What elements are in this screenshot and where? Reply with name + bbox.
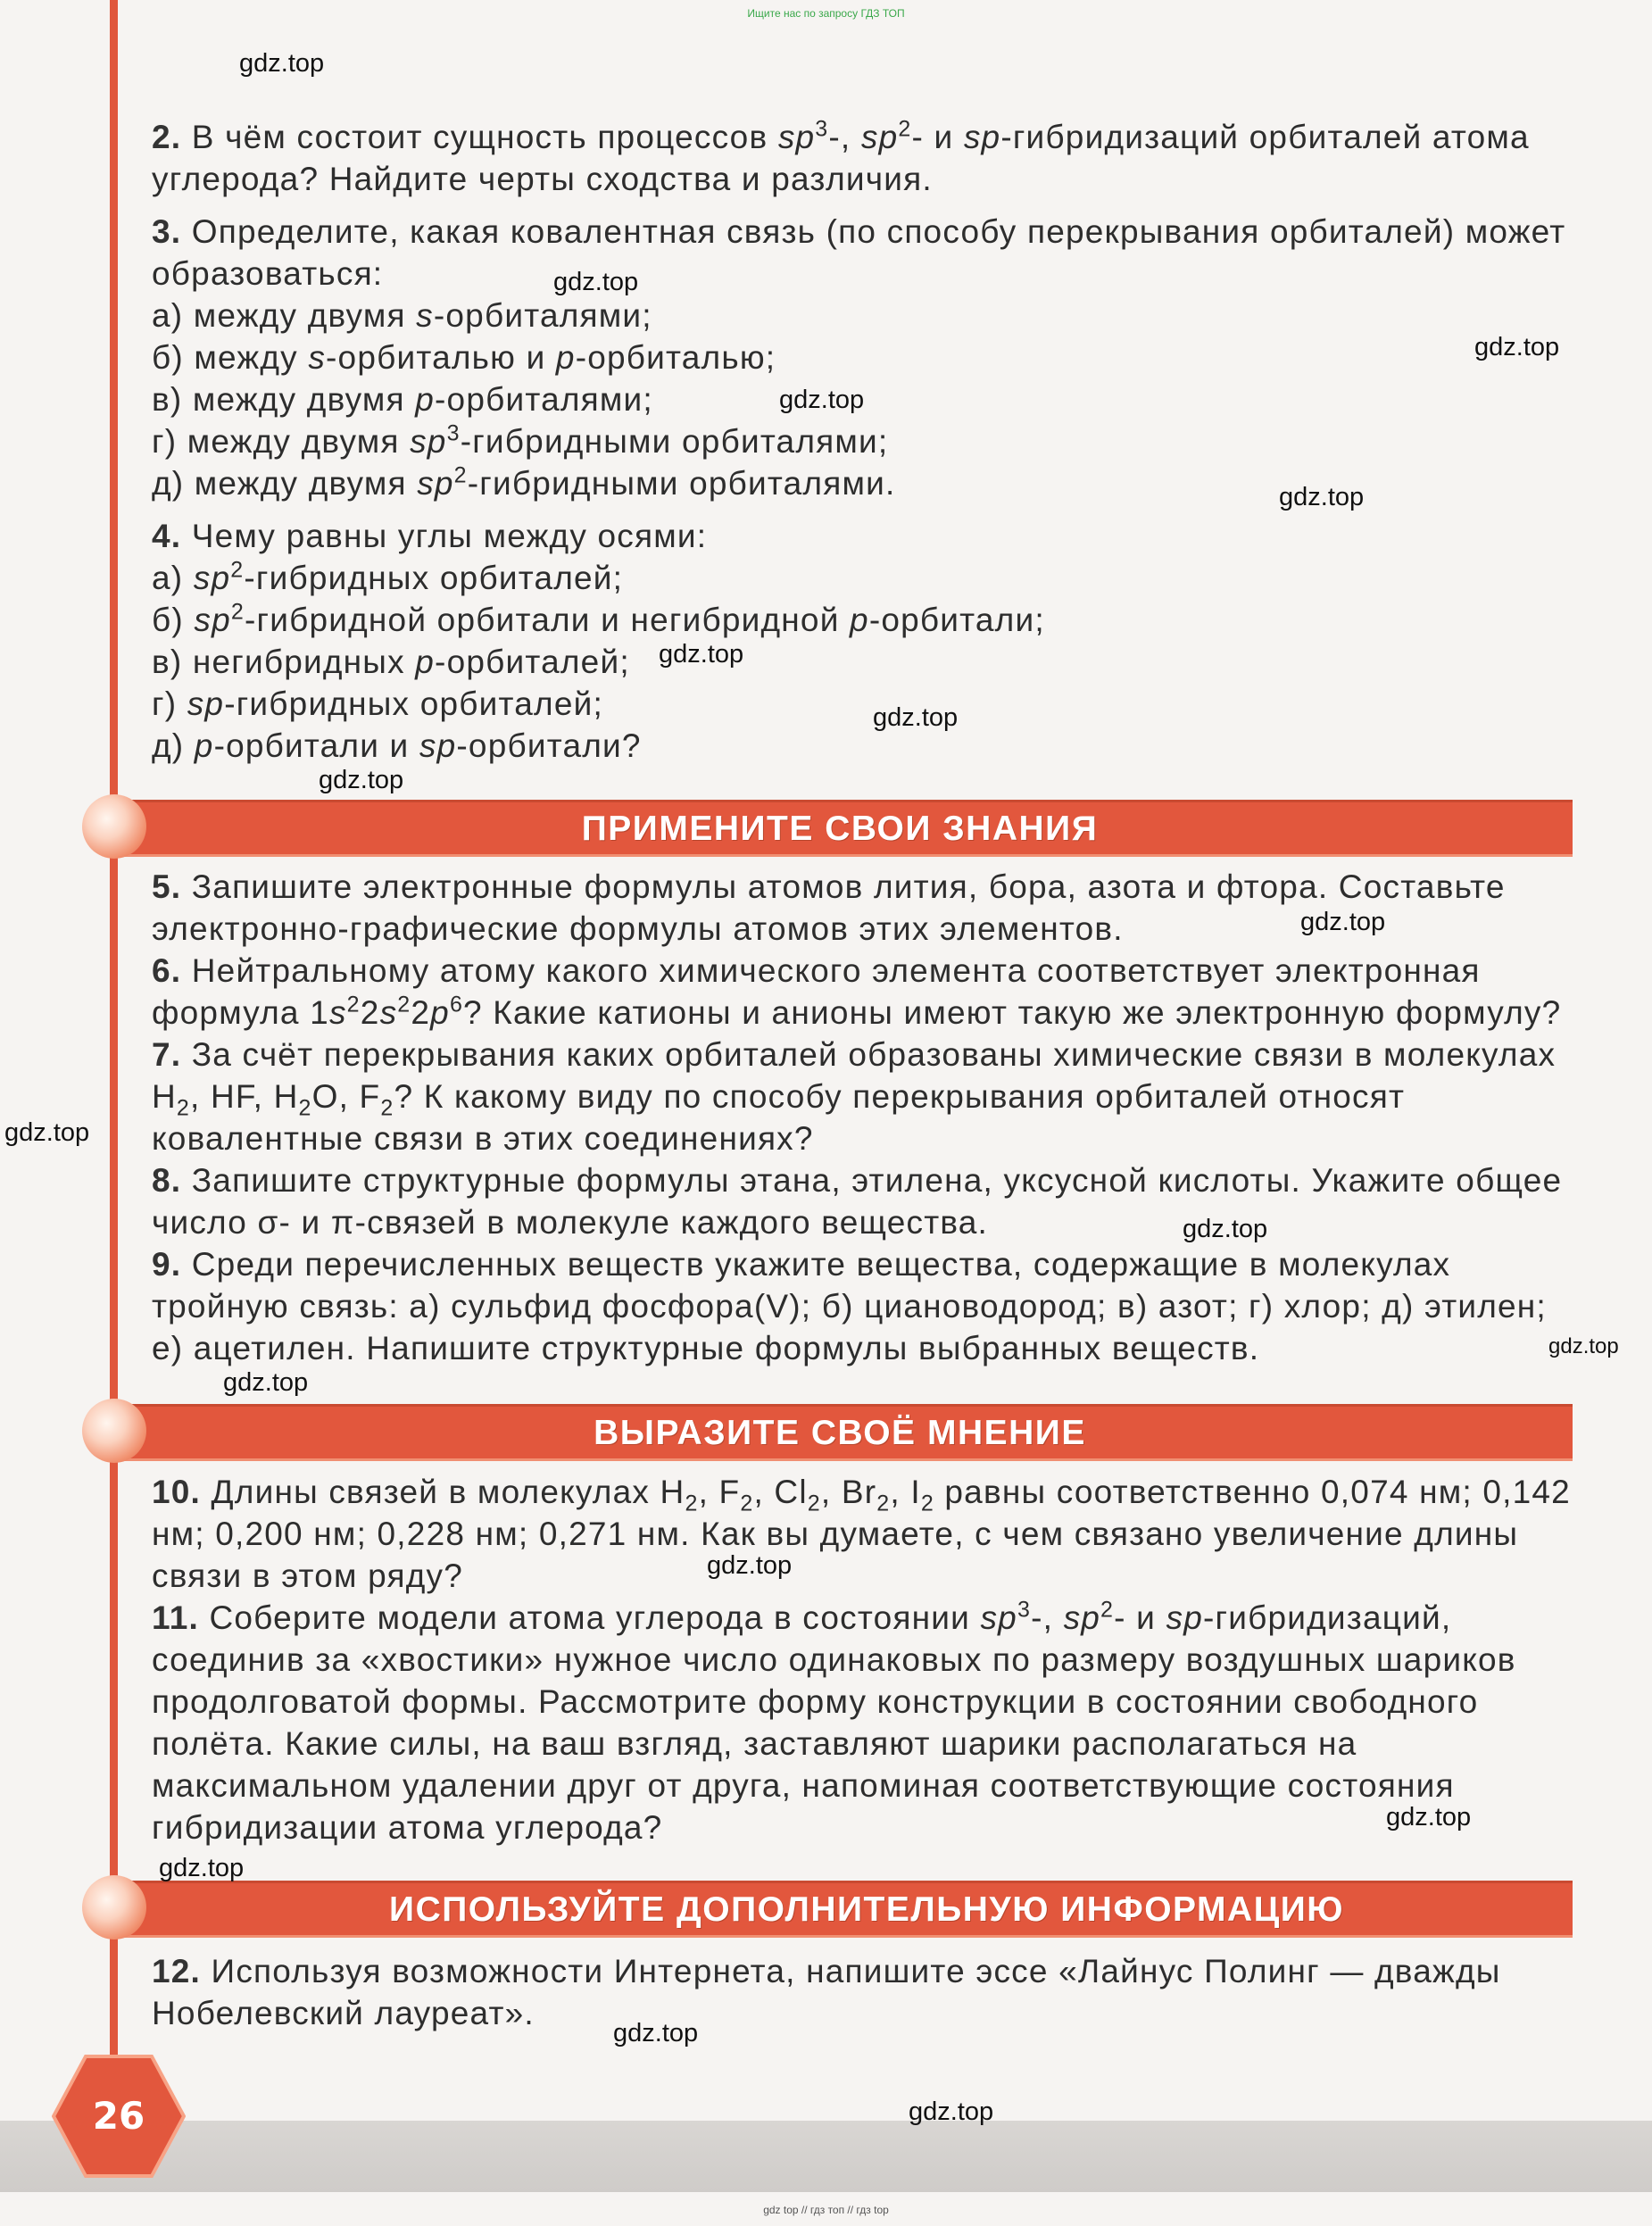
question-10: 10. Длины связей в молекулах $H_2$, $F_2$, $Cl_2$, $Br_2$, $I_2$ равны соответственно 0,074 нм; 0,142 нм; 0,200 нм; 0,228 нм; 0,271 нм. Как вы думаете, с чем связано увеличение длины связи в этом ряду? [152,1474,1571,1594]
bottom-note: gdz top // гдз топ // гдз top [763,2204,889,2216]
section-banner-extra [107,1881,1573,1938]
footer-band [0,2121,1652,2192]
question-6: 6. Нейтральному атому какого химического элемента соответствует электронная формула $1s^22s^22p^6$? Какие катионы и анионы имеют такую же электронную формулу? [152,952,1562,1031]
banner-ball-1 [82,794,146,859]
question-2: 2. В чём состоит сущность процессов $sp^3-$, $sp^2-$ и sp-гибридизаций орбиталей атома углерода? Найдите черты сходства и различия. [152,116,1530,197]
watermark: gdz.top [223,1368,309,1397]
watermark: gdz.top [1548,1334,1619,1358]
section-banner-apply [107,800,1573,857]
question-11: 11. Соберите модели атома углерода в состоянии $sp^3-$, $sp^2-$ и sp-гибридизаций, соединив за «хвостики» нужное число одинаковых по размеру воздушных шариков продолговатой формы. Рассмотрите форму конструкции в состоянии свободного полёта. Какие силы, на ваш взгляд, заставляют шарики располагаться на максимальном удалении друг от друга, напоминая соответствующие состояния гибридизации атома углерода? [152,1597,1516,1846]
question-7: 7. За счёт перекрывания каких орбиталей образованы химические связи в молекулах $H_2$, HF, $H_2O$, $F_2$? К какому виду по способу перекрывания орбиталей относят ковалентные связи в этих соединениях? [152,1036,1557,1157]
watermark: gdz.top [779,386,865,414]
questions-block-4 [152,1950,1571,2034]
question-3: 3. Определите, какая ковалентная связь (по способу перекрывания орбиталей) может образоваться: а) между двумя s-орбиталями; б) между s-орбиталью и p-орбиталью; в) между двумя p-орбиталями; г) между двумя $sp^3$-гибридными орбиталями; д) между двумя $sp^2$-гибридными орбиталями. [152,213,1566,502]
watermark: gdz.top [1300,908,1386,936]
top-note: Ищите нас по запросу ГДЗ ТОП [747,7,905,20]
question-12: 12. Используя возможности Интернета, напишите эссе «Лайнус Полинг — дважды Нобелевский лауреат». [152,1953,1501,2031]
banner-ball-3 [82,1875,146,1939]
section-title-extra: ИСПОЛЬЗУЙТЕ ДОПОЛНИТЕЛЬНУЮ ИНФОРМАЦИЮ [389,1890,1344,1929]
section-title-opinion: ВЫРАЗИТЕ СВОЁ МНЕНИЕ [594,1414,1086,1452]
page-number-badge [52,2053,186,2180]
watermark: gdz.top [1386,1803,1472,1831]
watermark: gdz.top [159,1854,245,1882]
watermark: gdz.top [4,1118,90,1147]
watermark: gdz.top [1279,483,1365,511]
section-title-apply: ПРИМЕНИТЕ СВОИ ЗНАНИЯ [581,810,1099,848]
question-8: 8. Запишите структурные формулы этана, этилена, уксусной кислоты. Укажите общее число σ- и π-связей в молекуле каждого вещества. [152,1162,1563,1241]
watermark: gdz.top [613,2019,699,2047]
page-number: 26 [92,2094,145,2138]
watermark: gdz.top [553,268,639,296]
watermark: gdz.top [909,2097,994,2126]
question-4: 4. Чему равны углы между осями: а) $sp^2$-гибридных орбиталей; б) $sp^2$-гибридной орбитали и негибридной p-орбитали; в) негибридных p-орбиталей; г) sp-гибридных орбиталей; д) p-орбитали и sp-орбитали? [152,518,1045,764]
banner-ball-2 [82,1399,146,1463]
watermark: gdz.top [319,766,404,794]
watermark: gdz.top [873,703,959,732]
watermark: gdz.top [1474,333,1560,361]
questions-block-2 [152,866,1571,1369]
watermark: gdz.top [707,1551,793,1580]
question-9: 9. Среди перечисленных веществ укажите вещества, содержащие в молекулах тройную связь: а) сульфид фосфора(V); б) циановодород; в) азот; г) хлор; д) этилен; е) ацетилен. Напишите структурные формулы выбранных веществ. [152,1246,1547,1366]
watermark: gdz.top [239,49,325,78]
section-banner-opinion [107,1404,1573,1461]
watermark: gdz.top [1183,1215,1268,1243]
watermark: gdz.top [659,640,744,669]
questions-block-3 [152,1471,1571,1848]
margin-line [110,0,118,2115]
questions-block-1 [152,116,1571,767]
question-5: 5. Запишите электронные формулы атомов лития, бора, азота и фтора. Составьте электронно-графические формулы атомов этих элементов. [152,868,1506,947]
